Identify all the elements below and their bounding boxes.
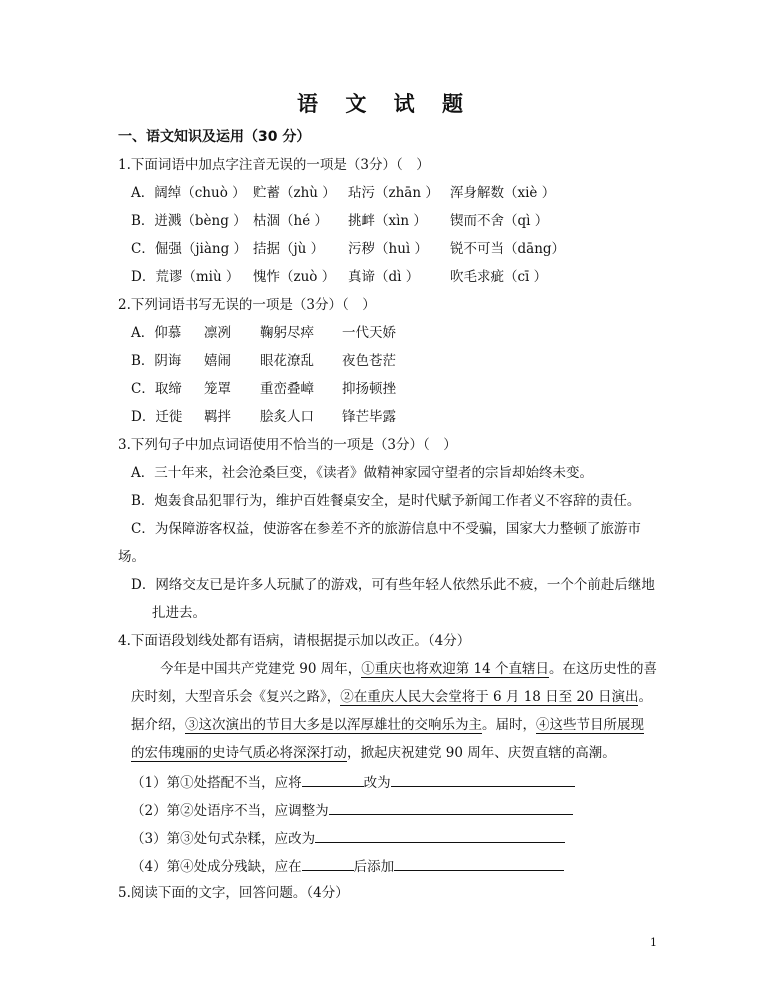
- q4-subquestion-3: [131, 828, 565, 848]
- page-number: 1: [650, 936, 657, 949]
- q3-option-a: A．三十年来，社会沧桑巨变，《读者》做精神家园守望者的宗旨却始终未变。: [131, 465, 593, 481]
- question-5-stem: 5.阅读下面的文字，回答问题。（4分）: [118, 885, 349, 901]
- q4-passage-line-4: [131, 744, 616, 762]
- q4-subquestion-2: [131, 800, 573, 820]
- q1-option-d-1: D．荒谬（miù ）: [131, 269, 240, 285]
- q1-option-c-4: 锐不可当（dāng）: [450, 241, 566, 257]
- answer-blank[interactable]: [391, 772, 575, 787]
- question-1-stem: 1.下面词语中加点字注音无误的一项是（3分）（ ）: [118, 157, 430, 173]
- q1-option-b-3: 挑衅（xìn ）: [348, 213, 427, 229]
- passage-text: 据介绍，: [131, 717, 185, 733]
- q1-option-b-2: 枯涸（hé ）: [253, 213, 328, 229]
- q2-option-a-2: 凛冽: [204, 325, 231, 341]
- answer-blank[interactable]: [302, 772, 364, 787]
- subquestion-text: （2）第②处语序不当，应调整为: [131, 803, 329, 819]
- underlined-error-1: ①重庆也将欢迎第 14 个直辖日: [361, 661, 550, 677]
- q2-option-b-2: 嬉闹: [204, 353, 231, 369]
- q1-option-c-3: 污秽（huì ）: [348, 241, 428, 257]
- q1-option-d-3: 真谛（dì ）: [348, 269, 420, 285]
- page-title: 语 文 试 题: [297, 92, 473, 116]
- subquestion-text: （3）第③处句式杂糅，应改为: [131, 831, 316, 847]
- question-2-stem: 2.下列词语书写无误的一项是（3分）（ ）: [118, 297, 376, 313]
- subquestion-text: 后添加: [353, 859, 395, 875]
- subquestion-text: （4）第④处成分残缺，应在: [131, 859, 302, 875]
- underlined-error-2: ②在重庆人民大会堂将于 6 月 18 日至 20 日演出: [340, 689, 639, 705]
- q2-option-b-4: 夜色苍茫: [342, 353, 396, 369]
- q3-option-b: B．炮轰食品犯罪行为，维护百姓餐桌安全，是时代赋予新闻工作者义不容辞的责任。: [131, 493, 641, 509]
- q2-option-a-4: 一代天娇: [342, 325, 396, 341]
- q2-option-c-3: 重峦叠嶂: [260, 381, 314, 397]
- passage-text: 。在这历史性的喜: [549, 661, 658, 677]
- q2-option-b-3: 眼花潦乱: [260, 353, 314, 369]
- q3-option-d-cont: 扎进去。: [152, 605, 206, 621]
- underlined-error-4: ④这些节目所展现: [536, 717, 644, 733]
- q2-option-a-3: 鞠躬尽瘁: [260, 325, 314, 341]
- q4-passage-line-3: [131, 716, 644, 734]
- passage-text: ，掀起庆祝建党 90 周年、庆贺直辖的高潮。: [347, 745, 616, 761]
- passage-text: 。届时，: [482, 717, 536, 733]
- underlined-error-3: ③这次演出的节目大多是以浑厚雄壮的交响乐为主: [185, 717, 482, 733]
- q2-option-b-1: B．阴诲: [131, 353, 182, 369]
- q1-option-c-1: C．倔强（jiàng ）: [131, 241, 248, 257]
- q2-option-d-2: 羁拌: [204, 409, 231, 425]
- passage-text: 。: [638, 689, 652, 705]
- section-heading: 一、语文知识及运用（30 分）: [118, 129, 311, 145]
- q2-option-d-4: 锋芒毕露: [342, 409, 396, 425]
- q3-option-d: D．网络交友已是许多人玩腻了的游戏，可有些年轻人依然乐此不疲，一个个前赴后继地: [131, 577, 655, 593]
- answer-blank[interactable]: [394, 856, 564, 871]
- q4-passage-line-2: [131, 688, 652, 706]
- q4-passage-line-1: [160, 660, 657, 678]
- answer-blank[interactable]: [329, 800, 573, 815]
- q3-option-c-cont: 场。: [118, 549, 145, 565]
- q1-option-a-4: 浑身解数（xiè ）: [450, 185, 556, 201]
- q2-option-c-1: C．取缔: [131, 381, 182, 397]
- question-3-stem: 3.下列句子中加点词语使用不恰当的一项是（3分）（ ）: [118, 437, 457, 453]
- q2-option-d-3: 脍炙人口: [260, 409, 314, 425]
- subquestion-text: 改为: [363, 775, 391, 791]
- q1-option-c-2: 拮据（jù ）: [253, 241, 325, 257]
- q1-option-d-4: 吹毛求疵（cī ）: [450, 269, 548, 285]
- q2-option-c-4: 抑扬顿挫: [342, 381, 396, 397]
- q4-subquestion-1: [131, 772, 575, 792]
- q2-option-d-1: D．迁徙: [131, 409, 183, 425]
- q1-option-a-2: 贮蓄（zhù ）: [253, 185, 336, 201]
- subquestion-text: （1）第①处搭配不当，应将: [131, 775, 302, 791]
- answer-blank[interactable]: [315, 828, 565, 843]
- passage-text: 庆时刻，大型音乐会《复兴之路》，: [131, 689, 341, 705]
- q1-option-a-1: A．阔绰（chuò ）: [131, 185, 246, 201]
- underlined-error-4-cont: 的宏伟瑰丽的史诗气质必将深深打动: [131, 745, 347, 761]
- q1-option-d-2: 愧怍（zuò ）: [253, 269, 336, 285]
- q1-option-a-3: 玷污（zhān ）: [348, 185, 439, 201]
- q1-option-b-1: B．迸溅（bèng ）: [131, 213, 247, 229]
- q1-option-b-4: 锲而不舍（qì ）: [450, 213, 549, 229]
- question-4-stem: 4.下面语段划线处都有语病，请根据提示加以改正。（4分）: [118, 633, 471, 649]
- answer-blank[interactable]: [302, 856, 354, 871]
- passage-text: 今年是中国共产党建党 90 周年，: [160, 661, 362, 677]
- q2-option-a-1: A．仰慕: [131, 325, 182, 341]
- q2-option-c-2: 笼罩: [204, 381, 231, 397]
- q3-option-c: C．为保障游客权益，使游客在参差不齐的旅游信息中不受骗，国家大力整顿了旅游市: [131, 521, 641, 537]
- q4-subquestion-4: [131, 856, 564, 876]
